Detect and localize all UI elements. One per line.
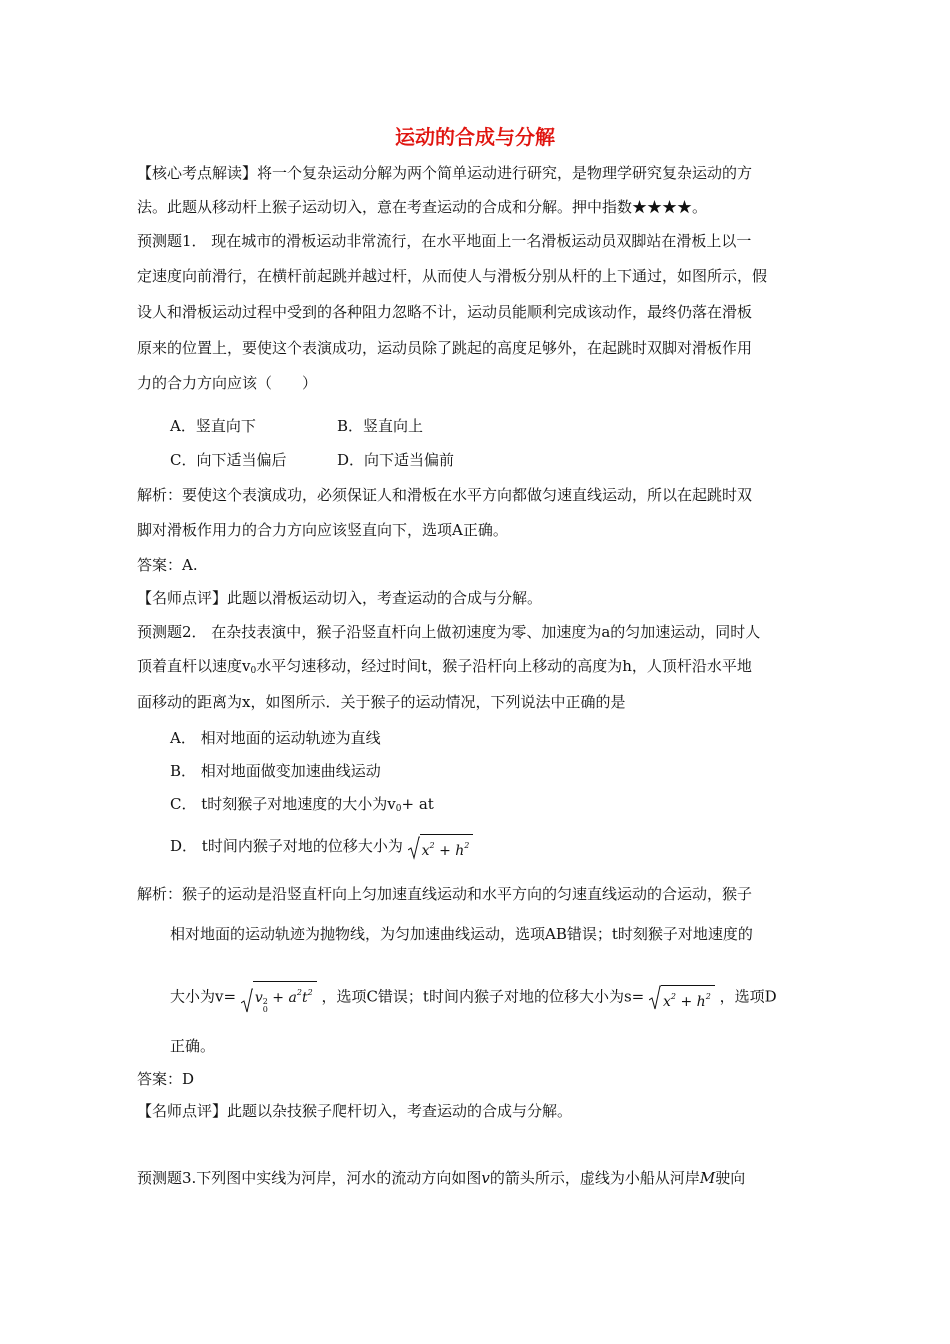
q2-line-2 [137,656,752,681]
q2-analysis-line-3 [170,981,777,1014]
q1-comment: 【名师点评】此题以滑板运动切入，考查运动的合成与分解。 [137,589,543,607]
q1-option-c: C．向下适当偏后 [170,451,287,469]
q2-analysis-line-4: 正确。 [170,1037,216,1055]
q1-line-3: 设人和滑板运动过程中受到的各种阻力忽略不计，运动员能顺利完成该动作，最终仍落在滑板 [137,303,753,321]
q1-analysis-line-2: 脚对滑板作用力的合力方向应该竖直向下，选项A正确。 [137,521,508,539]
q2-option-c [170,794,434,819]
q1-option-b: B．竖直向上 [337,417,424,435]
q2-line-1: 预测题2． 在杂技表演中，猴子沿竖直杆向上做初速度为零、加速度为a的匀加速运动，同时人 [137,623,761,641]
v0-subscript: 0 [395,804,402,814]
q3-line-1 [137,1168,745,1188]
q3-m-symbol: M [699,1169,716,1187]
analysis-option-d-label: ，选项D [719,987,777,1006]
q1-analysis-line-1: 解析：要使这个表演成功，必须保证人和滑板在水平方向都做匀速直线运动，所以在起跳时双 [137,486,753,504]
q1-line-4: 原来的位置上，要使这个表演成功，运动员除了跳起的高度足够外，在起跳时双脚对滑板作用 [137,339,753,357]
q3-text-end: 驶向 [715,1169,746,1187]
intro-line-1: 【核心考点解读】将一个复杂运动分解为两个简单运动进行研究，是物理学研究复杂运动的方 [137,164,753,182]
q3-v-symbol: v [481,1169,490,1187]
analysis-velocity-label: 大小为v= [170,987,237,1006]
q1-option-a: A．竖直向下 [170,417,256,435]
q2-option-c-tail: + at [401,795,434,813]
q2-comment: 【名师点评】此题以杂技猴子爬杆切入，考查运动的合成与分解。 [137,1102,573,1120]
q3-text-start: 预测题3.下列图中实线为河岸，河水的流动方向如图 [137,1169,482,1187]
q1-line-5: 力的合力方向应该（ ） [137,374,318,392]
q1-line-1: 预测题1． 现在城市的滑板运动非常流行，在水平地面上一名滑板运动员双脚站在滑板上以一 [137,232,752,250]
radical-sign [408,836,420,860]
q2-analysis-line-2: 相对地面的运动轨迹为抛物线，为匀加速曲线运动，选项AB错误；t时刻猴子对地速度的 [170,925,753,943]
q1-option-d: D．向下适当偏前 [337,451,455,469]
intro-line-2: 法。此题从移动杆上猴子运动切入，意在考查运动的合成和分解。押中指数★★★★。 [137,198,708,216]
sqrt-x2-h2-formula: $x^2 + h^2$ [408,834,474,860]
radical-sign [241,988,253,1014]
q2-option-d [170,834,473,860]
q2-line-2-start: 顶着直杆以速度v [137,657,251,675]
analysis-displacement-label: ，选项C错误；t时间内猴子对地的位移大小为s= [321,987,645,1006]
q1-line-2: 定速度向前滑行，在横杆前起跳并越过杆，从而使人与滑板分别从杆的上下通过，如图所示，假 [137,267,768,285]
radical-sign [649,985,661,1011]
v0-subscript: 0 [250,666,257,676]
q2-option-b: B． 相对地面做变加速曲线运动 [170,762,381,780]
sqrt-velocity-formula: v 2 0 + $a^2t^2$ [241,981,317,1014]
q2-line-3: 面移动的距离为x，如图所示．关于猴子的运动情况，下列说法中正确的是 [137,693,626,711]
page-title: 运动的合成与分解 [395,125,555,149]
sqrt-displacement-formula: $x^2 + h^2$ [649,985,715,1011]
q2-line-2-end: 水平匀速移动，经过时间t，猴子沿杆向上移动的高度为h，人顶杆沿水平地 [256,657,752,675]
q2-answer: 答案：D [137,1070,195,1088]
q2-option-d-text: D． t时间内猴子对地的位移大小为 [170,837,403,855]
q2-analysis-line-1: 解析：猴子的运动是沿竖直杆向上匀加速直线运动和水平方向的匀速直线运动的合运动，猴子 [137,885,753,903]
q2-option-a: A． 相对地面的运动轨迹为直线 [170,729,381,747]
q1-answer: 答案：A. [137,556,198,574]
q3-text-middle: 的箭头所示，虚线为小船从河岸 [489,1169,700,1187]
q2-option-c-text: C． t时刻猴子对地速度的大小为v [170,795,396,813]
